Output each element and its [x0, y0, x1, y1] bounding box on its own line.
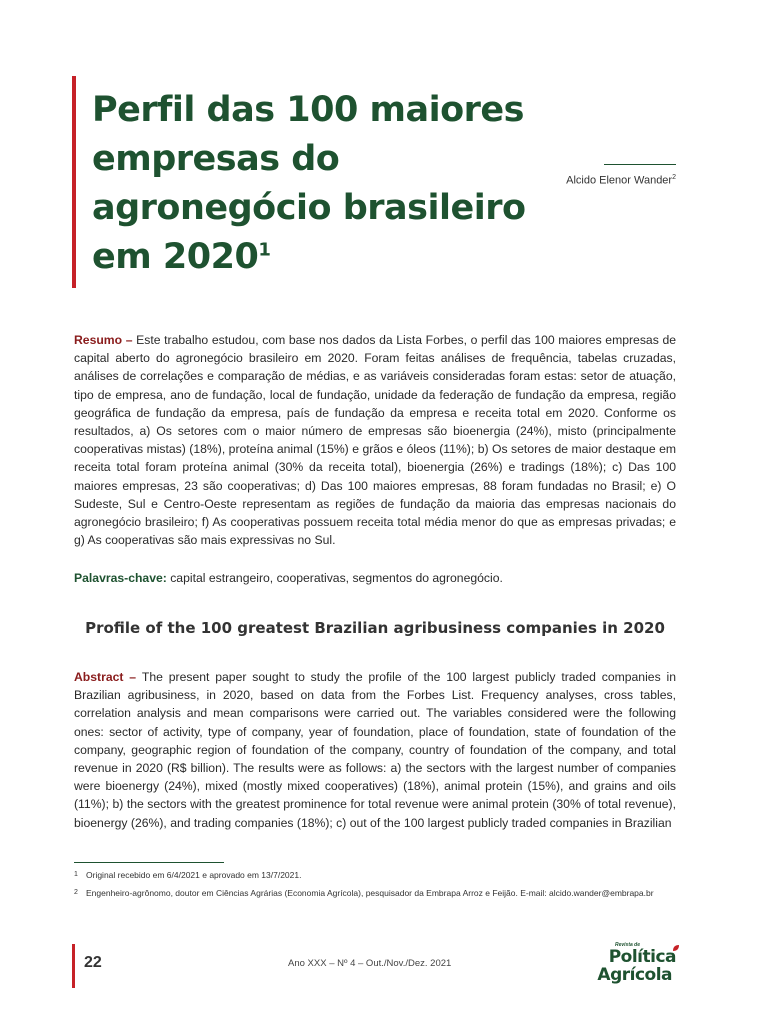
footnote-2-text: Engenheiro-agrônomo, doutor em Ciências Agrárias (Economia Agrícola), pesquisador da Embrapa Arroz e Feijão. E-mail: alcido.wander@embrapa.br — [86, 888, 654, 898]
article-title-text: Perfil das 100 maiores empresas do agronegócio brasileiro em 2020 — [92, 90, 526, 277]
english-title: Profile of the 100 greatest Brazilian agribusiness companies in 2020 — [85, 619, 665, 637]
journal-logo — [597, 942, 680, 988]
page-number-accent-bar — [72, 944, 75, 988]
footnote-2-number: 2 — [74, 889, 78, 896]
author-rule — [604, 164, 676, 165]
resumo-label: Resumo – — [74, 333, 137, 347]
abstract-label: Abstract – — [74, 670, 142, 684]
abstract-paragraph — [74, 668, 676, 832]
page-number: 22 — [84, 954, 102, 971]
resumo-paragraph — [74, 331, 676, 549]
issue-info: Ano XXX – Nº 4 – Out./Nov./Dez. 2021 — [288, 958, 452, 969]
footnote-rule — [74, 862, 224, 863]
author-footnote-marker: 2 — [672, 174, 676, 181]
keywords-label: Palavras-chave: — [74, 571, 167, 585]
logo-small-text: Revista de — [614, 942, 640, 948]
title-accent-bar — [72, 76, 76, 288]
logo-line-1: Política — [608, 947, 676, 967]
author-name — [566, 174, 676, 187]
keywords-paragraph — [74, 569, 676, 587]
resumo-text: Este trabalho estudou, com base nos dados da Lista Forbes, o perfil das 100 maiores empresas de capital aberto do agronegócio brasileiro em 2020. Foram feitas análises de frequência, tabelas cruzadas, análises de correlações e comparação de médias, e as variáveis consideradas foram estas: setor de atuação, tipo de empresa, ano de fundação, local de fundação, unidade da federação de fundação da empresa, região geográfica de fundação da empresa, país de fundação da empresa e receita total em 2020. Conforme os resultados, a) Os setores com o maior número de empresas são bioenergia (24%), misto (principalmente cooperativas mistas) (18%), proteína animal (15%) e grãos e óleos (11%); b) Os setores de maior destaque em receita total foram proteína animal (30% da receita total), bioenergia (26%) e tradings (18%); c) Das 100 maiores empresas, 23 são cooperativas; d) Das 100 maiores empresas, 88 foram fundadas no Brasil; e) O Sudeste, Sul e Centro-Oeste representam as regiões de fundação da maioria das empresas nacionais do agronegócio brasileiro; f) As cooperativas possuem receita total média menor do que as empresas privadas; e g) As cooperativas são mais expressivas no Sul. — [74, 333, 676, 548]
keywords-text: capital estrangeiro, cooperativas, segmentos do agronegócio. — [166, 571, 503, 585]
title-footnote-marker: 1 — [258, 239, 271, 261]
footnote-1 — [74, 869, 676, 882]
footnote-2 — [74, 887, 676, 900]
footnote-1-text: Original recebido em 6/4/2021 e aprovado em 13/7/2021. — [86, 870, 302, 880]
abstract-text: The present paper sought to study the profile of the 100 largest publicly traded companies in Brazilian agribusiness, in 2020, based on data from the Forbes List. Frequency analyses, cross tables, correlation analysis and mean comparisons were carried out. The variables considered were the following ones: sector of activity, type of company, year of foundation, place of foundation, state of foundation of the company, geographic region of foundation of the company, country of foundation of the company, and total revenue in 2020 (R$ billion). The results were as follows: a) the sectors with the largest number of companies were bioenergy (24%), mixed (mostly mixed cooperatives) (18%), animal protein (15%), and grains and oils (11%); b) the sectors with the greatest prominence for total revenue were animal protein (30% of total revenue), bioenergy (26%), and trading companies (18%); c) out of the 100 largest publicly traded companies in Brazilian — [74, 670, 676, 830]
footnote-1-number: 1 — [74, 871, 78, 878]
author-name-text: Alcido Elenor Wander — [566, 174, 673, 187]
article-title — [92, 86, 532, 282]
logo-line-2: Agrícola — [597, 965, 672, 985]
